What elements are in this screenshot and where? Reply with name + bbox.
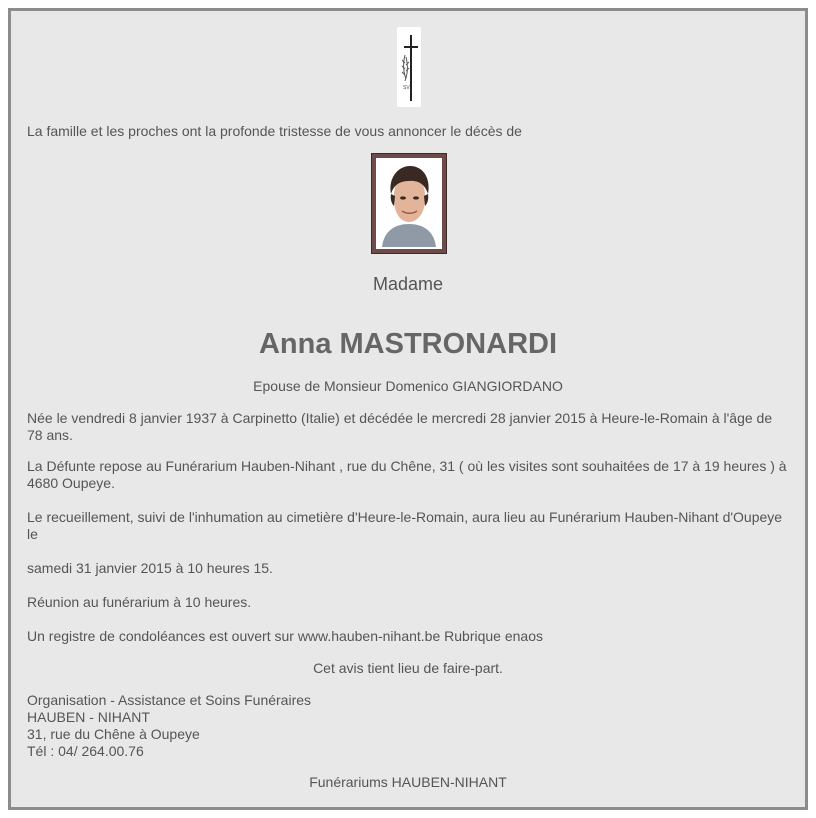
organization-block [27, 692, 787, 760]
cross-with-wheat-icon [397, 27, 421, 107]
meeting-text: Réunion au funérarium à 10 heures. [27, 594, 252, 610]
deceased-photo-frame [371, 153, 447, 254]
ceremony-text: Le recueillement, suivi de l'inhumation au cimetière d'Heure-le-Romain, aura lieu au Funérarium Hauben-Nihant d'Oupeye le [27, 509, 783, 542]
organization-line-1: Organisation - Assistance et Soins Funéraires [27, 692, 312, 708]
intro-text: La famille et les proches ont la profonde tristesse de vous annoncer le décès de [27, 123, 522, 139]
footer-text: Funérariums HAUBEN-NIHANT [309, 774, 507, 790]
ceremony-date: samedi 31 janvier 2015 à 10 heures 15. [27, 560, 273, 576]
organization-phone: Tél : 04/ 264.00.76 [27, 743, 144, 759]
organization-name: HAUBEN - NIHANT [27, 709, 150, 725]
cross-emblem [397, 27, 421, 107]
honorific: Madame [372, 274, 444, 294]
deceased-portrait [378, 160, 440, 247]
organization-address: 31, rue du Chêne à Oupeye [27, 726, 200, 742]
spouse-line: Epouse de Monsieur Domenico GIANGIORDANO [253, 378, 563, 394]
visitation-text: La Défunte repose au Funérarium Hauben-Nihant , rue du Chêne, 31 ( où les visites sont souhaitées de 17 à 19 heures ) à 4680 Oupeye. [27, 458, 787, 491]
svg-text:SV: SV [403, 85, 410, 91]
notice-text: Cet avis tient lieu de faire-part. [313, 660, 503, 676]
birth-death-text: Née le vendredi 8 janvier 1937 à Carpinetto (Italie) et décédée le mercredi 28 janvier 2015 à Heure-le-Romain à l'âge de 78 ans. [27, 410, 773, 443]
deceased-name: Anna MASTRONARDI [258, 328, 558, 360]
condolences-text: Un registre de condoléances est ouvert sur www.hauben-nihant.be Rubrique enaos [27, 628, 543, 644]
obituary-panel [8, 8, 808, 810]
